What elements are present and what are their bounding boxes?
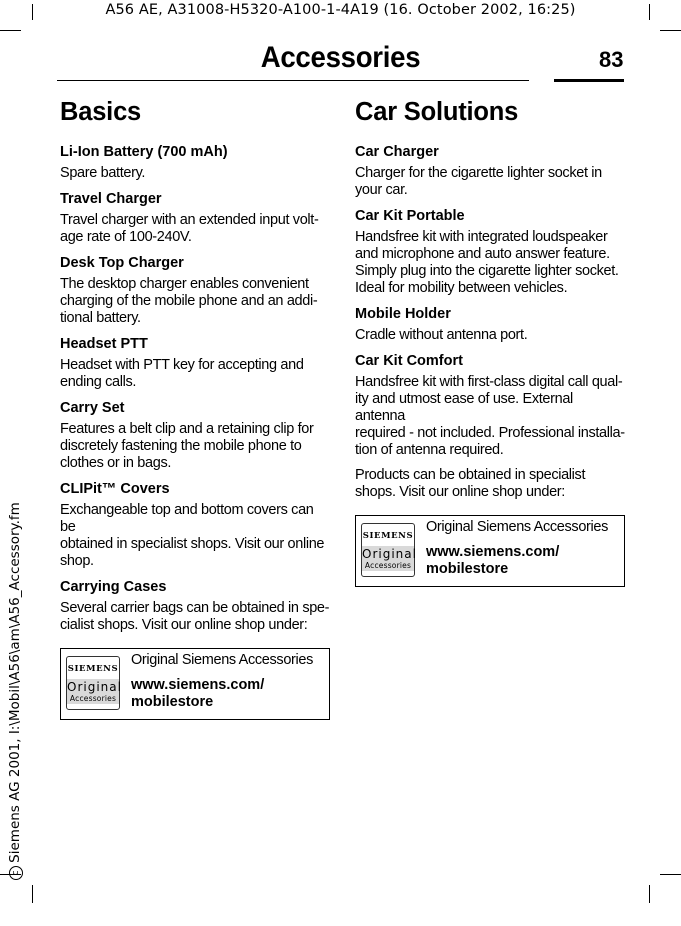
item-description: Exchangeable top and bottom covers can be obtained in specialist shops. Visit our online shop. [60, 502, 325, 569]
item-title: Li-Ion Battery (700 mAh) [60, 144, 228, 160]
item-title: Desk Top Charger [60, 255, 184, 271]
title-rule [57, 80, 529, 81]
crop-mark [32, 885, 33, 903]
shop-url-link[interactable]: www.siemens.com/ mobilestore [131, 677, 265, 710]
item-description: Charger for the cigarette lighter socket in your car. [355, 165, 602, 198]
item-description: Features a belt clip and a retaining clip for discretely fastening the mobile phone to clothes or in bags. [60, 421, 314, 471]
right-column [355, 95, 625, 587]
item-title: Headset PTT [60, 336, 148, 352]
item-title: Car Kit Comfort [355, 353, 463, 369]
item-description: Handsfree kit with integrated loudspeaker and microphone and auto answer feature. Simply plug into the cigarette lighter socket. Ideal for mobility between vehicles. [355, 229, 619, 296]
page-number: 83 [599, 47, 624, 72]
siemens-original-accessories-logo: SIEMENS Original Accessories [361, 523, 415, 577]
item-description: Spare battery. [60, 165, 146, 181]
section-heading-car-solutions: Car Solutions [355, 98, 519, 126]
crop-mark [649, 885, 650, 903]
item-description: Several carrier bags can be obtained in spe- cialist shops. Visit our online shop under: [60, 600, 330, 633]
crop-mark [0, 30, 21, 31]
item-description: Travel charger with an extended input volt- age rate of 100-240V. [60, 212, 319, 245]
item-description: Headset with PTT key for accepting and ending calls. [60, 357, 304, 390]
item-description: Handsfree kit with first-class digital call qual- ity and utmost ease of use. External antenna required - not included. Professional installa- tion of antenna required. [355, 374, 625, 458]
copyright-icon: c [9, 866, 23, 880]
item-title: CLIPit™ Covers [60, 481, 170, 497]
closing-text: Products can be obtained in specialist shops. Visit our online shop under: [355, 467, 586, 500]
left-column [60, 95, 330, 720]
online-shop-box [355, 515, 625, 587]
side-copyright [7, 456, 23, 926]
item-title: Mobile Holder [355, 306, 451, 322]
item-title: Car Kit Portable [355, 208, 465, 224]
item-description: The desktop charger enables convenient charging of the mobile phone and an addi- tional battery. [60, 276, 318, 326]
item-title: Car Charger [355, 144, 439, 160]
page-number-rule [554, 79, 624, 82]
page-title: Accessories [260, 41, 421, 74]
item-title: Travel Charger [60, 191, 162, 207]
item-title: Carry Set [60, 400, 125, 416]
crop-mark [660, 30, 681, 31]
siemens-original-accessories-logo: SIEMENS Original Accessories [66, 656, 120, 710]
shop-url-link[interactable]: www.siemens.com/ mobilestore [426, 544, 560, 577]
section-heading-basics: Basics [60, 98, 142, 126]
document-header: A56 AE, A31008-H5320-A100-1-4A19 (16. October 2002, 16:25) [105, 2, 576, 18]
shop-label: Original Siemens Accessories [131, 652, 313, 668]
online-shop-box [60, 648, 330, 720]
side-copyright-text: Siemens AG 2001, I:\Mobil\A56\am\A56_Accessory.fm [7, 502, 23, 863]
shop-label: Original Siemens Accessories [426, 519, 608, 535]
crop-mark [660, 874, 681, 875]
item-description: Cradle without antenna port. [355, 327, 528, 343]
item-title: Carrying Cases [60, 579, 167, 595]
